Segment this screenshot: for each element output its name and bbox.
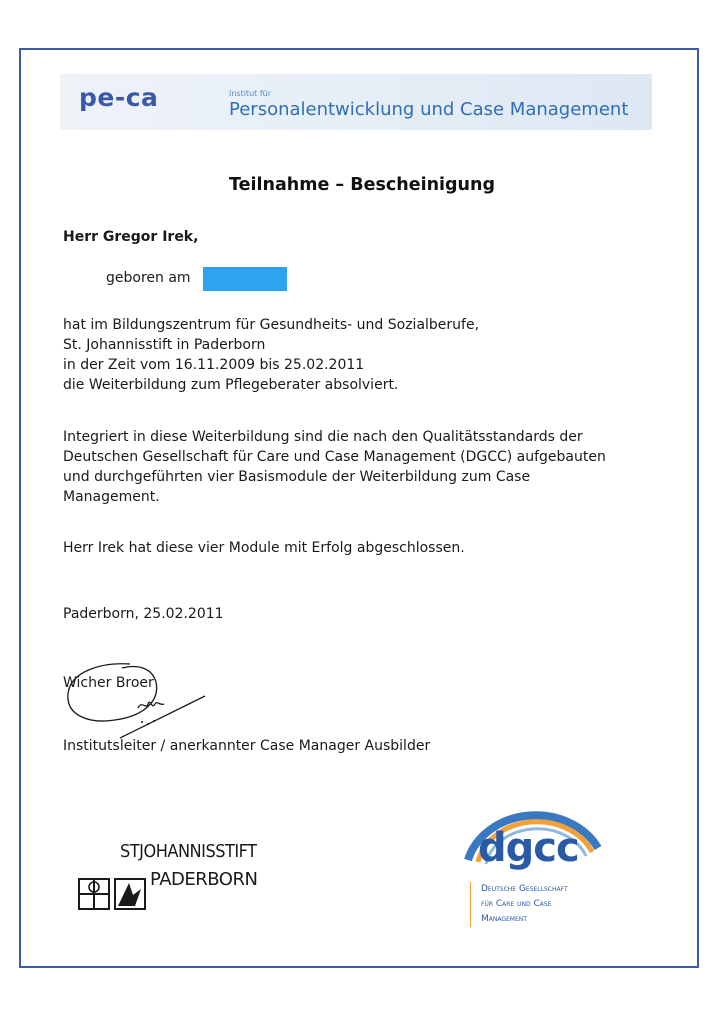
stjohannisstift-city: PADERBORN	[150, 869, 258, 890]
paragraph-line: die Weiterbildung zum Pflegeberater absolviert.	[63, 377, 399, 393]
paragraph-line: Management.	[63, 489, 160, 505]
document-title: Teilnahme – Bescheinigung	[229, 175, 495, 195]
paragraph-line: Integriert in diese Weiterbildung sind die nach den Qualitätsstandards der	[63, 429, 583, 445]
stjohannisstift-logo	[77, 835, 292, 915]
paragraph-line: St. Johannisstift in Paderborn	[63, 337, 266, 353]
paragraph-completion: Herr Irek hat diese vier Module mit Erfolg abgeschlossen.	[63, 540, 465, 556]
peca-logo: pe-ca	[79, 83, 159, 112]
dgcc-name-line: Management	[481, 914, 527, 924]
born-label: geboren am	[106, 270, 191, 286]
signature-scribble	[60, 658, 220, 748]
institute-label-small: Institut für	[229, 89, 272, 98]
paragraph-training	[63, 315, 479, 395]
place-date: Paderborn, 25.02.2011	[63, 606, 224, 622]
stjohannisstift-name: STJOHANNISSTIFT	[120, 841, 257, 862]
institute-name: Personalentwicklung und Case Management	[229, 99, 629, 120]
paragraph-line: hat im Bildungszentrum für Gesundheits- und Sozialberufe,	[63, 317, 480, 333]
redacted-birthdate	[203, 267, 287, 291]
dgcc-logo	[448, 790, 618, 940]
dgcc-name-line: Deutsche Gesellschaft	[481, 884, 568, 894]
dgcc-wordmark: dgcc	[478, 825, 579, 871]
paragraph-line: und durchgeführten vier Basismodule der Weiterbildung zum Case	[63, 469, 531, 485]
paragraph-line: in der Zeit vom 16.11.2009 bis 25.02.2011	[63, 357, 365, 373]
dgcc-name-line: für Care und Case	[481, 899, 552, 909]
addressee: Herr Gregor Irek,	[63, 229, 199, 245]
signature	[60, 658, 220, 748]
dgcc-full-name	[470, 882, 568, 927]
signer-role: Institutsleiter / anerkannter Case Manager Ausbilder	[63, 738, 431, 754]
signer-name: Wicher Broer	[63, 675, 154, 691]
paragraph-line: Deutschen Gesellschaft für Care und Case Management (DGCC) aufgebauten	[63, 449, 606, 465]
paragraph-dgcc	[63, 427, 606, 507]
